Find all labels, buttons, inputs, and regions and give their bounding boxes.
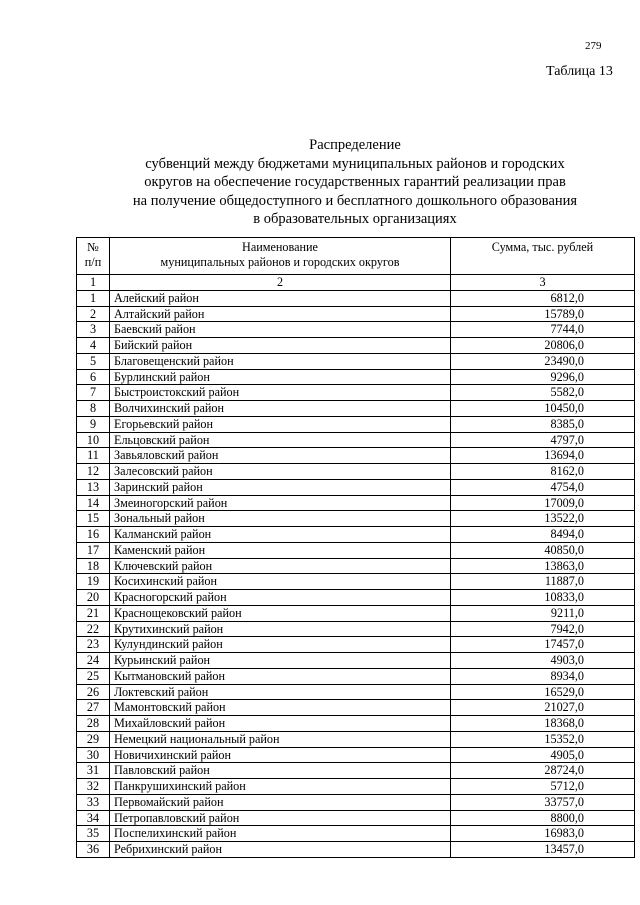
header-num [77,238,110,275]
row-number: 2 [77,306,110,322]
title-line: Распределение [309,137,401,153]
row-number: 28 [77,716,110,732]
table-row [77,747,635,763]
table-row [77,590,635,606]
table-row [77,322,635,338]
row-name: Петропавловский район [110,810,451,826]
table-row [77,369,635,385]
row-sum: 4905,0 [451,747,635,763]
row-name: Волчихинский район [110,401,451,417]
row-number: 26 [77,684,110,700]
column-index-cell: 3 [451,275,635,291]
table-row [77,794,635,810]
row-number: 8 [77,401,110,417]
table-row [77,574,635,590]
document-title [100,136,610,229]
title-line: округов на обеспечение государственных гарантий реализации прав [144,174,566,191]
row-name: Курьинский район [110,653,451,669]
row-sum: 7744,0 [451,322,635,338]
row-sum: 4754,0 [451,479,635,495]
row-name: Ключевский район [110,558,451,574]
table-header-row [77,238,635,275]
row-number: 22 [77,621,110,637]
row-name: Калманский район [110,527,451,543]
row-sum: 40850,0 [451,542,635,558]
row-sum: 10450,0 [451,401,635,417]
table-row [77,306,635,322]
row-name: Панкрушихинский район [110,779,451,795]
row-sum: 16983,0 [451,826,635,842]
row-name: Мамонтовский район [110,700,451,716]
row-sum: 4903,0 [451,653,635,669]
row-number: 35 [77,826,110,842]
row-name: Красногорский район [110,590,451,606]
table-row [77,653,635,669]
row-name: Новичихинский район [110,747,451,763]
row-number: 36 [77,842,110,858]
row-name: Кытмановский район [110,668,451,684]
row-sum: 7942,0 [451,621,635,637]
row-number: 31 [77,763,110,779]
header-num-line2: п/п [84,255,102,269]
row-sum: 5582,0 [451,385,635,401]
table-row [77,558,635,574]
table-row [77,479,635,495]
row-name: Михайловский район [110,716,451,732]
row-name: Первомайский район [110,794,451,810]
row-name: Алтайский район [110,306,451,322]
row-number: 12 [77,464,110,480]
row-sum: 13522,0 [451,511,635,527]
row-number: 21 [77,605,110,621]
row-name: Баевский район [110,322,451,338]
row-name: Змеиногорский район [110,495,451,511]
table-row [77,401,635,417]
header-name [110,238,451,275]
row-name: Благовещенский район [110,353,451,369]
row-sum: 11887,0 [451,574,635,590]
row-sum: 9296,0 [451,369,635,385]
page-number: 279 [585,40,602,52]
table-row [77,527,635,543]
table-row [77,779,635,795]
row-sum: 33757,0 [451,794,635,810]
row-sum: 8494,0 [451,527,635,543]
row-sum: 21027,0 [451,700,635,716]
row-name: Немецкий национальный район [110,731,451,747]
row-number: 32 [77,779,110,795]
row-number: 29 [77,731,110,747]
row-sum: 17009,0 [451,495,635,511]
column-index-cell: 1 [77,275,110,291]
table-row [77,511,635,527]
row-sum: 8800,0 [451,810,635,826]
table-row [77,716,635,732]
row-sum: 23490,0 [451,353,635,369]
row-number: 24 [77,653,110,669]
row-name: Зональный район [110,511,451,527]
row-number: 25 [77,668,110,684]
row-sum: 13457,0 [451,842,635,858]
row-number: 30 [77,747,110,763]
row-name: Алейский район [110,290,451,306]
row-sum: 20806,0 [451,338,635,354]
table-row [77,416,635,432]
row-number: 17 [77,542,110,558]
row-sum: 16529,0 [451,684,635,700]
table-row [77,684,635,700]
table-row [77,731,635,747]
row-sum: 6812,0 [451,290,635,306]
row-number: 33 [77,794,110,810]
row-sum: 10833,0 [451,590,635,606]
row-name: Поспелихинский район [110,826,451,842]
row-number: 9 [77,416,110,432]
row-name: Каменский район [110,542,451,558]
row-name: Краснощековский район [110,605,451,621]
row-sum: 4797,0 [451,432,635,448]
row-number: 11 [77,448,110,464]
row-number: 16 [77,527,110,543]
row-number: 20 [77,590,110,606]
row-sum: 15352,0 [451,731,635,747]
row-name: Локтевский район [110,684,451,700]
row-number: 4 [77,338,110,354]
row-sum: 28724,0 [451,763,635,779]
column-index-cell: 2 [110,275,451,291]
table-row [77,842,635,858]
header-name-line2: муниципальных районов и городских округов [160,255,400,269]
table-row [77,763,635,779]
subsidy-table [76,237,635,858]
row-number: 15 [77,511,110,527]
row-number: 14 [77,495,110,511]
title-line: в образовательных организациях [253,211,457,228]
row-sum: 17457,0 [451,637,635,653]
table-row [77,353,635,369]
row-name: Заринский район [110,479,451,495]
table-row [77,290,635,306]
table-row [77,464,635,480]
row-number: 5 [77,353,110,369]
row-sum: 13694,0 [451,448,635,464]
row-sum: 8162,0 [451,464,635,480]
column-index-row [77,275,635,291]
table-row [77,810,635,826]
row-number: 19 [77,574,110,590]
table-row [77,605,635,621]
row-name: Завьяловский район [110,448,451,464]
row-number: 7 [77,385,110,401]
row-sum: 8934,0 [451,668,635,684]
row-name: Быстроистокский район [110,385,451,401]
row-name: Кулундинский район [110,637,451,653]
header-num-line1: № [87,240,99,254]
row-number: 18 [77,558,110,574]
title-line: на получение общедоступного и бесплатного дошкольного образования [132,192,578,209]
table-row [77,385,635,401]
table-row [77,432,635,448]
table-row [77,338,635,354]
row-name: Бийский район [110,338,451,354]
table-row [77,495,635,511]
row-number: 1 [77,290,110,306]
header-sum: Сумма, тыс. рублей [451,238,635,275]
table-row [77,826,635,842]
row-number: 6 [77,369,110,385]
table-row [77,621,635,637]
row-number: 27 [77,700,110,716]
table-row [77,637,635,653]
title-line: субвенций между бюджетами муниципальных районов и городских [145,155,565,172]
row-number: 3 [77,322,110,338]
row-sum: 18368,0 [451,716,635,732]
table-label: Таблица 13 [546,64,613,79]
row-name: Бурлинский район [110,369,451,385]
header-name-line1: Наименование [242,240,318,254]
table-row [77,668,635,684]
row-name: Павловский район [110,763,451,779]
row-sum: 8385,0 [451,416,635,432]
row-name: Залесовский район [110,464,451,480]
row-number: 23 [77,637,110,653]
row-number: 13 [77,479,110,495]
row-sum: 13863,0 [451,558,635,574]
row-sum: 15789,0 [451,306,635,322]
row-sum: 5712,0 [451,779,635,795]
table-row [77,542,635,558]
row-name: Ребрихинский район [110,842,451,858]
table-row [77,700,635,716]
row-name: Ельцовский район [110,432,451,448]
row-name: Косихинский район [110,574,451,590]
row-name: Егорьевский район [110,416,451,432]
row-number: 34 [77,810,110,826]
row-sum: 9211,0 [451,605,635,621]
row-number: 10 [77,432,110,448]
table-row [77,448,635,464]
row-name: Крутихинский район [110,621,451,637]
